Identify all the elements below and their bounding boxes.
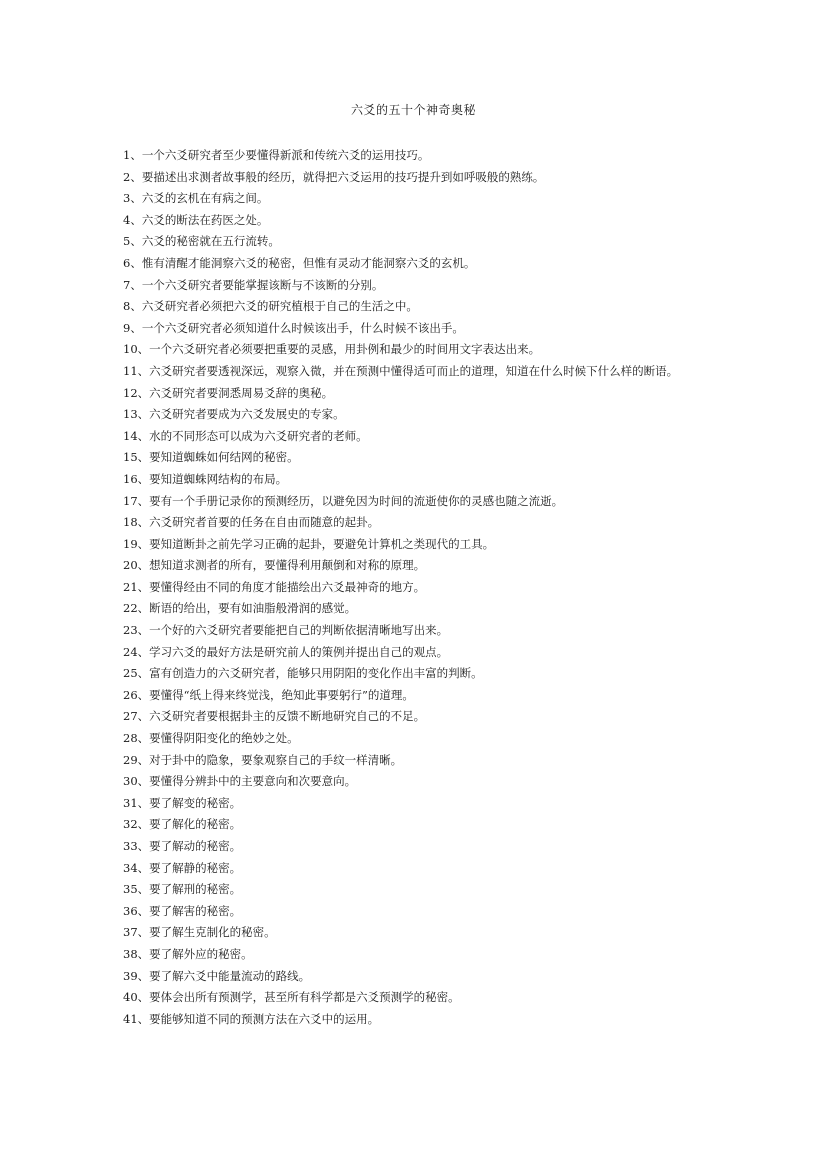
list-item: 16、要知道蜘蛛网结构的布局。 [123,471,288,486]
list-item: 10、一个六爻研究者必须要把重要的灵感，用卦例和最少的时间用文字表达出来。 [123,342,541,357]
list-item: 6、惟有清醒才能洞察六爻的秘密，但惟有灵动才能洞察六爻的玄机。 [123,255,476,270]
list-item: 7、一个六爻研究者要能掌握该断与不该断的分别。 [123,277,384,292]
list-item: 37、要了解生克制化的秘密。 [123,925,276,940]
list-item: 20、想知道求测者的所有，要懂得利用颠倒和对称的原理。 [123,558,426,573]
list-item: 32、要了解化的秘密。 [123,817,242,832]
list-item: 38、要了解外应的秘密。 [123,946,253,961]
list-item: 30、要懂得分辨卦中的主要意向和次要意向。 [123,774,357,789]
list-item: 4、六爻的断法在药医之处。 [123,212,269,227]
list-item: 40、要体会出所有预测学，甚至所有科学都是六爻预测学的秘密。 [123,990,460,1005]
list-item: 11、六爻研究者要透视深远，观察入微，并在预测中懂得适可而止的道理，知道在什么时候下什么样的断语。 [123,363,679,378]
list-item: 22、断语的给出，要有如油脂般滑润的感觉。 [123,601,357,616]
list-item: 17、要有一个手册记录你的预测经历，以避免因为时间的流逝使你的灵感也随之流逝。 [123,493,564,508]
list-item: 15、要知道蜘蛛如何结网的秘密。 [123,450,299,465]
list-item: 25、富有创造力的六爻研究者，能够只用阴阳的变化作出丰富的判断。 [123,666,483,681]
list-item: 1、一个六爻研究者至少要懂得新派和传统六爻的运用技巧。 [123,148,430,162]
list-item: 14、水的不同形态可以成为六爻研究者的老师。 [123,428,368,443]
list-item: 26、要懂得“纸上得来终觉浅，绝知此事要躬行”的道理。 [123,687,414,702]
list-item: 21、要懂得经由不同的角度才能描绘出六爻最神奇的地方。 [123,579,426,594]
item-list [123,145,715,1030]
list-item: 41、要能够知道不同的预测方法在六爻中的运用。 [123,1011,380,1026]
list-item: 27、六爻研究者要根据卦主的反馈不断地研究自己的不足。 [123,709,426,724]
list-item: 18、六爻研究者首要的任务在自由而随意的起卦。 [123,515,380,530]
list-item: 34、要了解静的秘密。 [123,860,242,875]
list-item: 35、要了解刑的秘密。 [123,882,242,897]
list-item: 5、六爻的秘密就在五行流转。 [123,234,280,249]
list-item: 13、六爻研究者要成为六爻发展史的专家。 [123,407,345,422]
list-item: 24、学习六爻的最好方法是研究前人的策例并提出自己的观点。 [123,644,449,659]
list-item: 33、要了解动的秘密。 [123,839,242,853]
list-item: 19、要知道断卦之前先学习正确的起卦，要避免计算机之类现代的工具。 [123,536,495,551]
list-item: 23、一个好的六爻研究者要能把自己的判断依据清晰地写出来。 [123,623,449,638]
list-item: 3、六爻的玄机在有病之间。 [123,191,269,206]
list-item: 39、要了解六爻中能量流动的路线。 [123,968,311,983]
list-item: 28、要懂得阴阳变化的绝妙之处。 [123,731,299,746]
list-item: 8、六爻研究者必须把六爻的研究植根于自己的生活之中。 [123,299,418,314]
document-title: 六爻的五十个神奇奥秘 [350,103,476,117]
list-item: 12、六爻研究者要洞悉周易爻辞的奥秘。 [123,385,334,400]
list-item: 2、要描述出求测者故事般的经历，就得把六爻运用的技巧提升到如呼吸般的熟练。 [123,169,545,184]
list-item: 36、要了解害的秘密。 [123,903,242,918]
list-item: 31、要了解变的秘密。 [123,795,242,810]
list-item: 29、对于卦中的隐象，要象观察自己的手纹一样清晰。 [123,752,403,767]
list-item: 9、一个六爻研究者必须知道什么时候该出手，什么时候不该出手。 [123,320,464,335]
